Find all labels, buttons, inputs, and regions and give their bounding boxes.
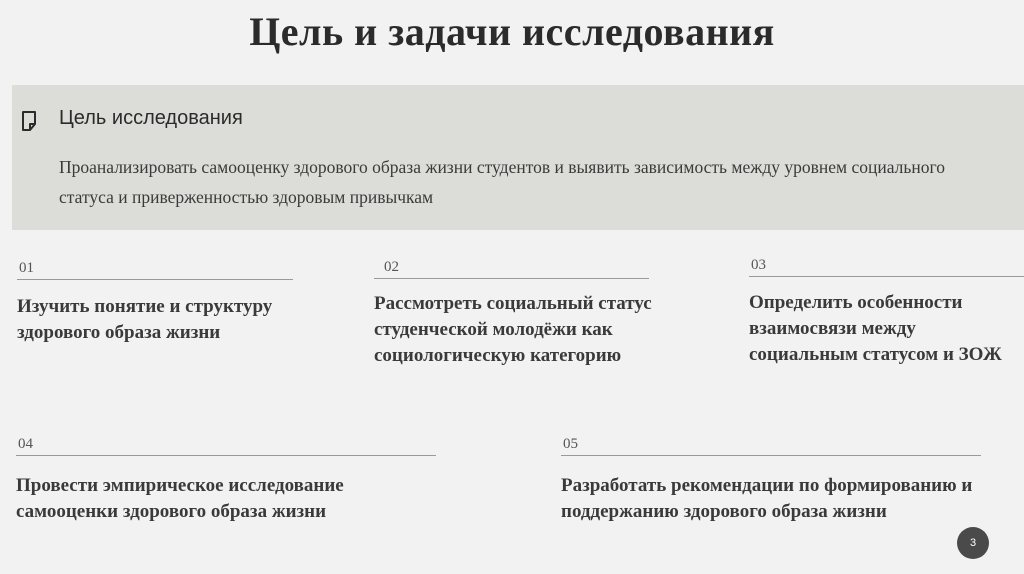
goal-heading: Цель исследования: [59, 107, 243, 129]
task-number: 03: [749, 257, 1024, 277]
task-04: [16, 436, 436, 525]
task-text: Изучить понятие и структуру здорового образа жизни: [17, 296, 273, 343]
task-01: [17, 260, 293, 346]
task-text: Разработать рекомендации по формированию и поддержанию здорового образа жизни: [561, 475, 973, 522]
task-number: 04: [16, 436, 436, 456]
task-05: [561, 436, 981, 525]
goal-panel: [12, 85, 1024, 230]
task-number: 05: [561, 436, 981, 456]
task-text: Рассмотреть социальный статус студенческой молодёжи как социологическую категорию: [374, 293, 652, 366]
task-text: Определить особенности взаимосвязи между социальным статусом и ЗОЖ: [749, 292, 1002, 365]
task-text: Провести эмпирическое исследование самооценки здорового образа жизни: [16, 475, 344, 522]
task-02: [374, 259, 652, 369]
slide-title: Цель и задачи исследования: [249, 9, 775, 54]
document-icon: [21, 111, 37, 131]
task-number: 02: [374, 259, 649, 279]
task-03: [749, 257, 1024, 368]
task-number: 01: [17, 260, 293, 280]
goal-text: Проанализировать самооценку здорового образа жизни студентов и выявить зависимость между уровнем социального статуса и приверженностью здоровым привычкам: [59, 157, 945, 207]
page-number-badge: 3: [957, 527, 989, 559]
